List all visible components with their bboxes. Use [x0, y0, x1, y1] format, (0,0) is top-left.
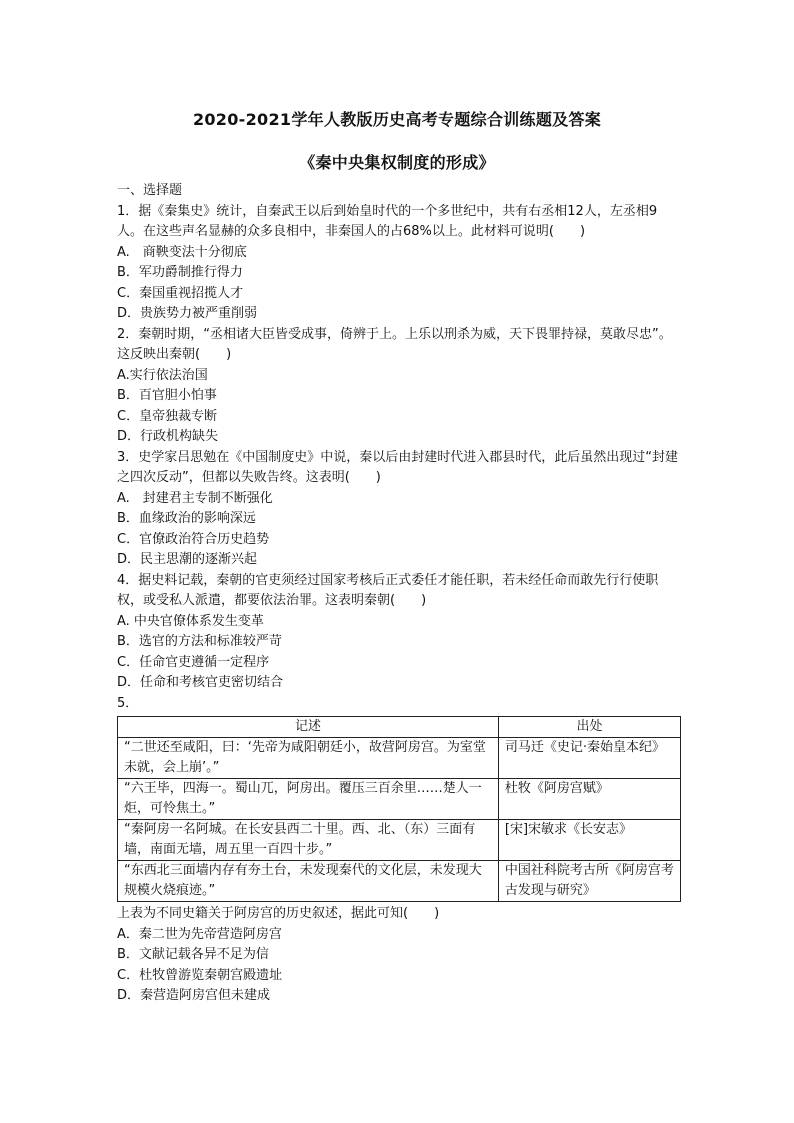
source-cell: 司马迁《史记·秦始皇本纪》	[498, 738, 680, 779]
question-5	[117, 694, 682, 1007]
table-row	[118, 820, 681, 861]
question-4	[117, 571, 682, 694]
option-c: C．皇帝独裁专断	[117, 408, 218, 424]
column-header-account: 记述	[118, 717, 499, 738]
account-cell: “二世还至咸阳，曰：‘先帝为咸阳朝廷小，故营阿房宫。为室堂未就，会上崩’。”	[118, 738, 499, 779]
option-c: C．秦国重视招揽人才	[117, 285, 244, 301]
column-header-source: 出处	[498, 717, 680, 738]
section-heading: 一、选择题	[117, 183, 183, 198]
question-stem: 4．据史料记载，秦朝的官吏须经过国家考核后正式委任才能任职，若未经任命而敢先行行使职权，或受私人派遣，都要依法治罪。这表明秦朝( )	[117, 572, 659, 608]
option-d: D．贵族势力被严重削弱	[117, 306, 258, 321]
option-b: B．文献记载各异不足为信	[117, 947, 269, 962]
option-c: C．任命官吏遵循一定程序	[117, 654, 270, 670]
option-c: C．官僚政治符合历史趋势	[117, 531, 270, 547]
question-3	[117, 448, 682, 571]
option-a: A. 商鞅变法十分彻底	[117, 244, 247, 260]
option-b: B．选官的方法和标准较严苛	[117, 634, 282, 649]
document-subtitle: 《秦中央集权制度的形成》	[299, 153, 495, 172]
account-cell: “秦阿房一名阿城。在长安县西二十里。西、北、（东）三面有墙，南面无墙，周五里一百四十步。”	[118, 820, 499, 861]
option-d: D．任命和考核官吏密切结合	[117, 675, 284, 690]
option-d: D．秦营造阿房宫但未建成	[117, 988, 271, 1003]
table-row	[118, 779, 681, 820]
source-cell: 杜牧《阿房宫赋》	[498, 779, 680, 820]
option-c: C．杜牧曾游览秦朝宫殿遗址	[117, 967, 283, 983]
question-1	[117, 202, 682, 325]
option-d: D．行政机构缺失	[117, 429, 219, 444]
question-stem: 1．据《秦集史》统计，自秦武王以后到始皇时代的一个多世纪中，共有右丞相12人，左丞相9人。在这些声名显赫的众多良相中，非秦国人的占68%以上。此材料可说明( )	[117, 203, 658, 239]
source-cell: [宋]宋敏求《长安志》	[498, 820, 680, 861]
option-b: B．军功爵制推行得力	[117, 265, 243, 280]
account-cell: “东西北三面墙内存有夯土台，未发现秦代的文化层，未发现大规模火烧痕迹。”	[118, 861, 499, 902]
question-number: 5．	[117, 695, 139, 711]
source-cell: 中国社科院考古所《阿房宫考古发现与研究》	[498, 861, 680, 902]
option-b: B．百官胆小怕事	[117, 388, 217, 403]
question-stem: 2．秦朝时期，“丞相诸大臣皆受成事，倚辨于上。上乐以刑杀为威，天下畏罪持禄，莫敢尽忠”。这反映出秦朝( )	[117, 326, 672, 362]
account-cell: “六王毕，四海一。蜀山兀，阿房出。覆压三百余里……楚人一炬，可怜焦土。”	[118, 779, 499, 820]
question-stem: 上表为不同史籍关于阿房宫的历史叙述，据此可知( )	[117, 906, 440, 921]
option-a: A. 封建君主专制不断强化	[117, 490, 273, 506]
table-row	[118, 738, 681, 779]
table-row	[118, 861, 681, 902]
option-a: A. 中央官僚体系发生变革	[117, 613, 264, 629]
question-stem: 3．史学家吕思勉在《中国制度史》中说，秦以后由封建时代进入郡县时代，此后虽然出现过“封建之四次反动”，但都以失败告终。这表明( )	[117, 449, 679, 485]
document-title: 2020-2021学年人教版历史高考专题综合训练题及答案	[192, 110, 602, 129]
table-header-row	[118, 717, 681, 738]
option-a: A．秦二世为先帝营造阿房宫	[117, 926, 282, 942]
document-body	[117, 181, 682, 1007]
option-d: D．民主思潮的逐渐兴起	[117, 552, 258, 567]
question-2	[117, 325, 682, 448]
option-b: B．血缘政治的影响深远	[117, 511, 256, 526]
option-a: A.实行依法治国	[117, 367, 208, 383]
source-table	[117, 716, 681, 902]
